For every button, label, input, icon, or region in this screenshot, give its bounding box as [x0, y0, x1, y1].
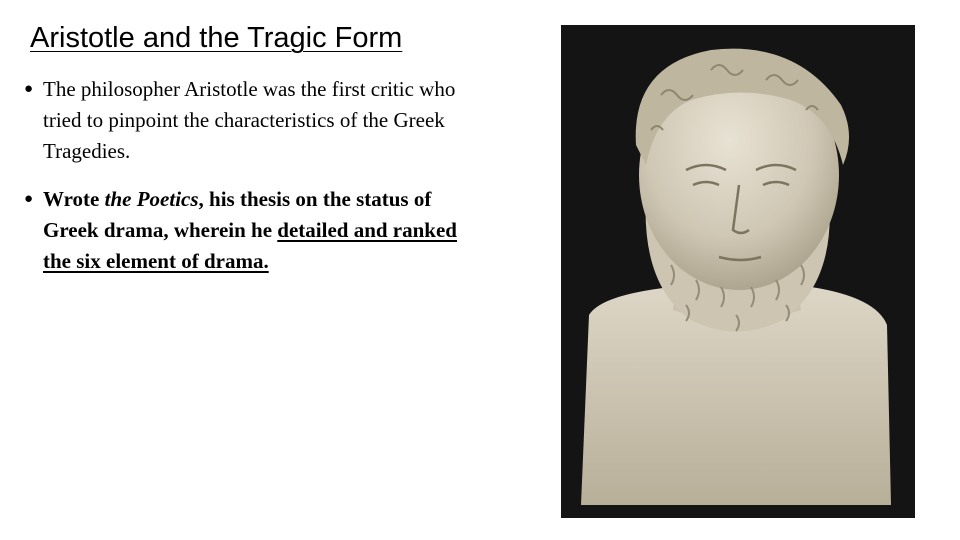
aristotle-bust-image	[561, 25, 915, 518]
marble-bust-icon	[561, 25, 915, 518]
bullet-text-emphasis: detailed and ranked the six element of drama.	[43, 218, 457, 273]
bullet-text-body: , his thesis on the status of Greek drama, wherein he	[43, 187, 432, 242]
bullet-dot-icon: ●	[24, 81, 34, 97]
bullet-text: The philosopher Aristotle was the first critic who tried to pinpoint the characteristics of the Greek Tragedies.	[43, 77, 456, 163]
bullet-item	[20, 184, 480, 277]
bullet-dot-icon: ●	[24, 191, 34, 207]
bullet-text-lead: Wrote	[43, 187, 105, 211]
bullet-text-work-title: the Poetics	[104, 187, 199, 211]
slide-title: Aristotle and the Tragic Form	[30, 22, 403, 54]
bullet-list	[20, 74, 480, 294]
bullet-item	[20, 74, 480, 167]
